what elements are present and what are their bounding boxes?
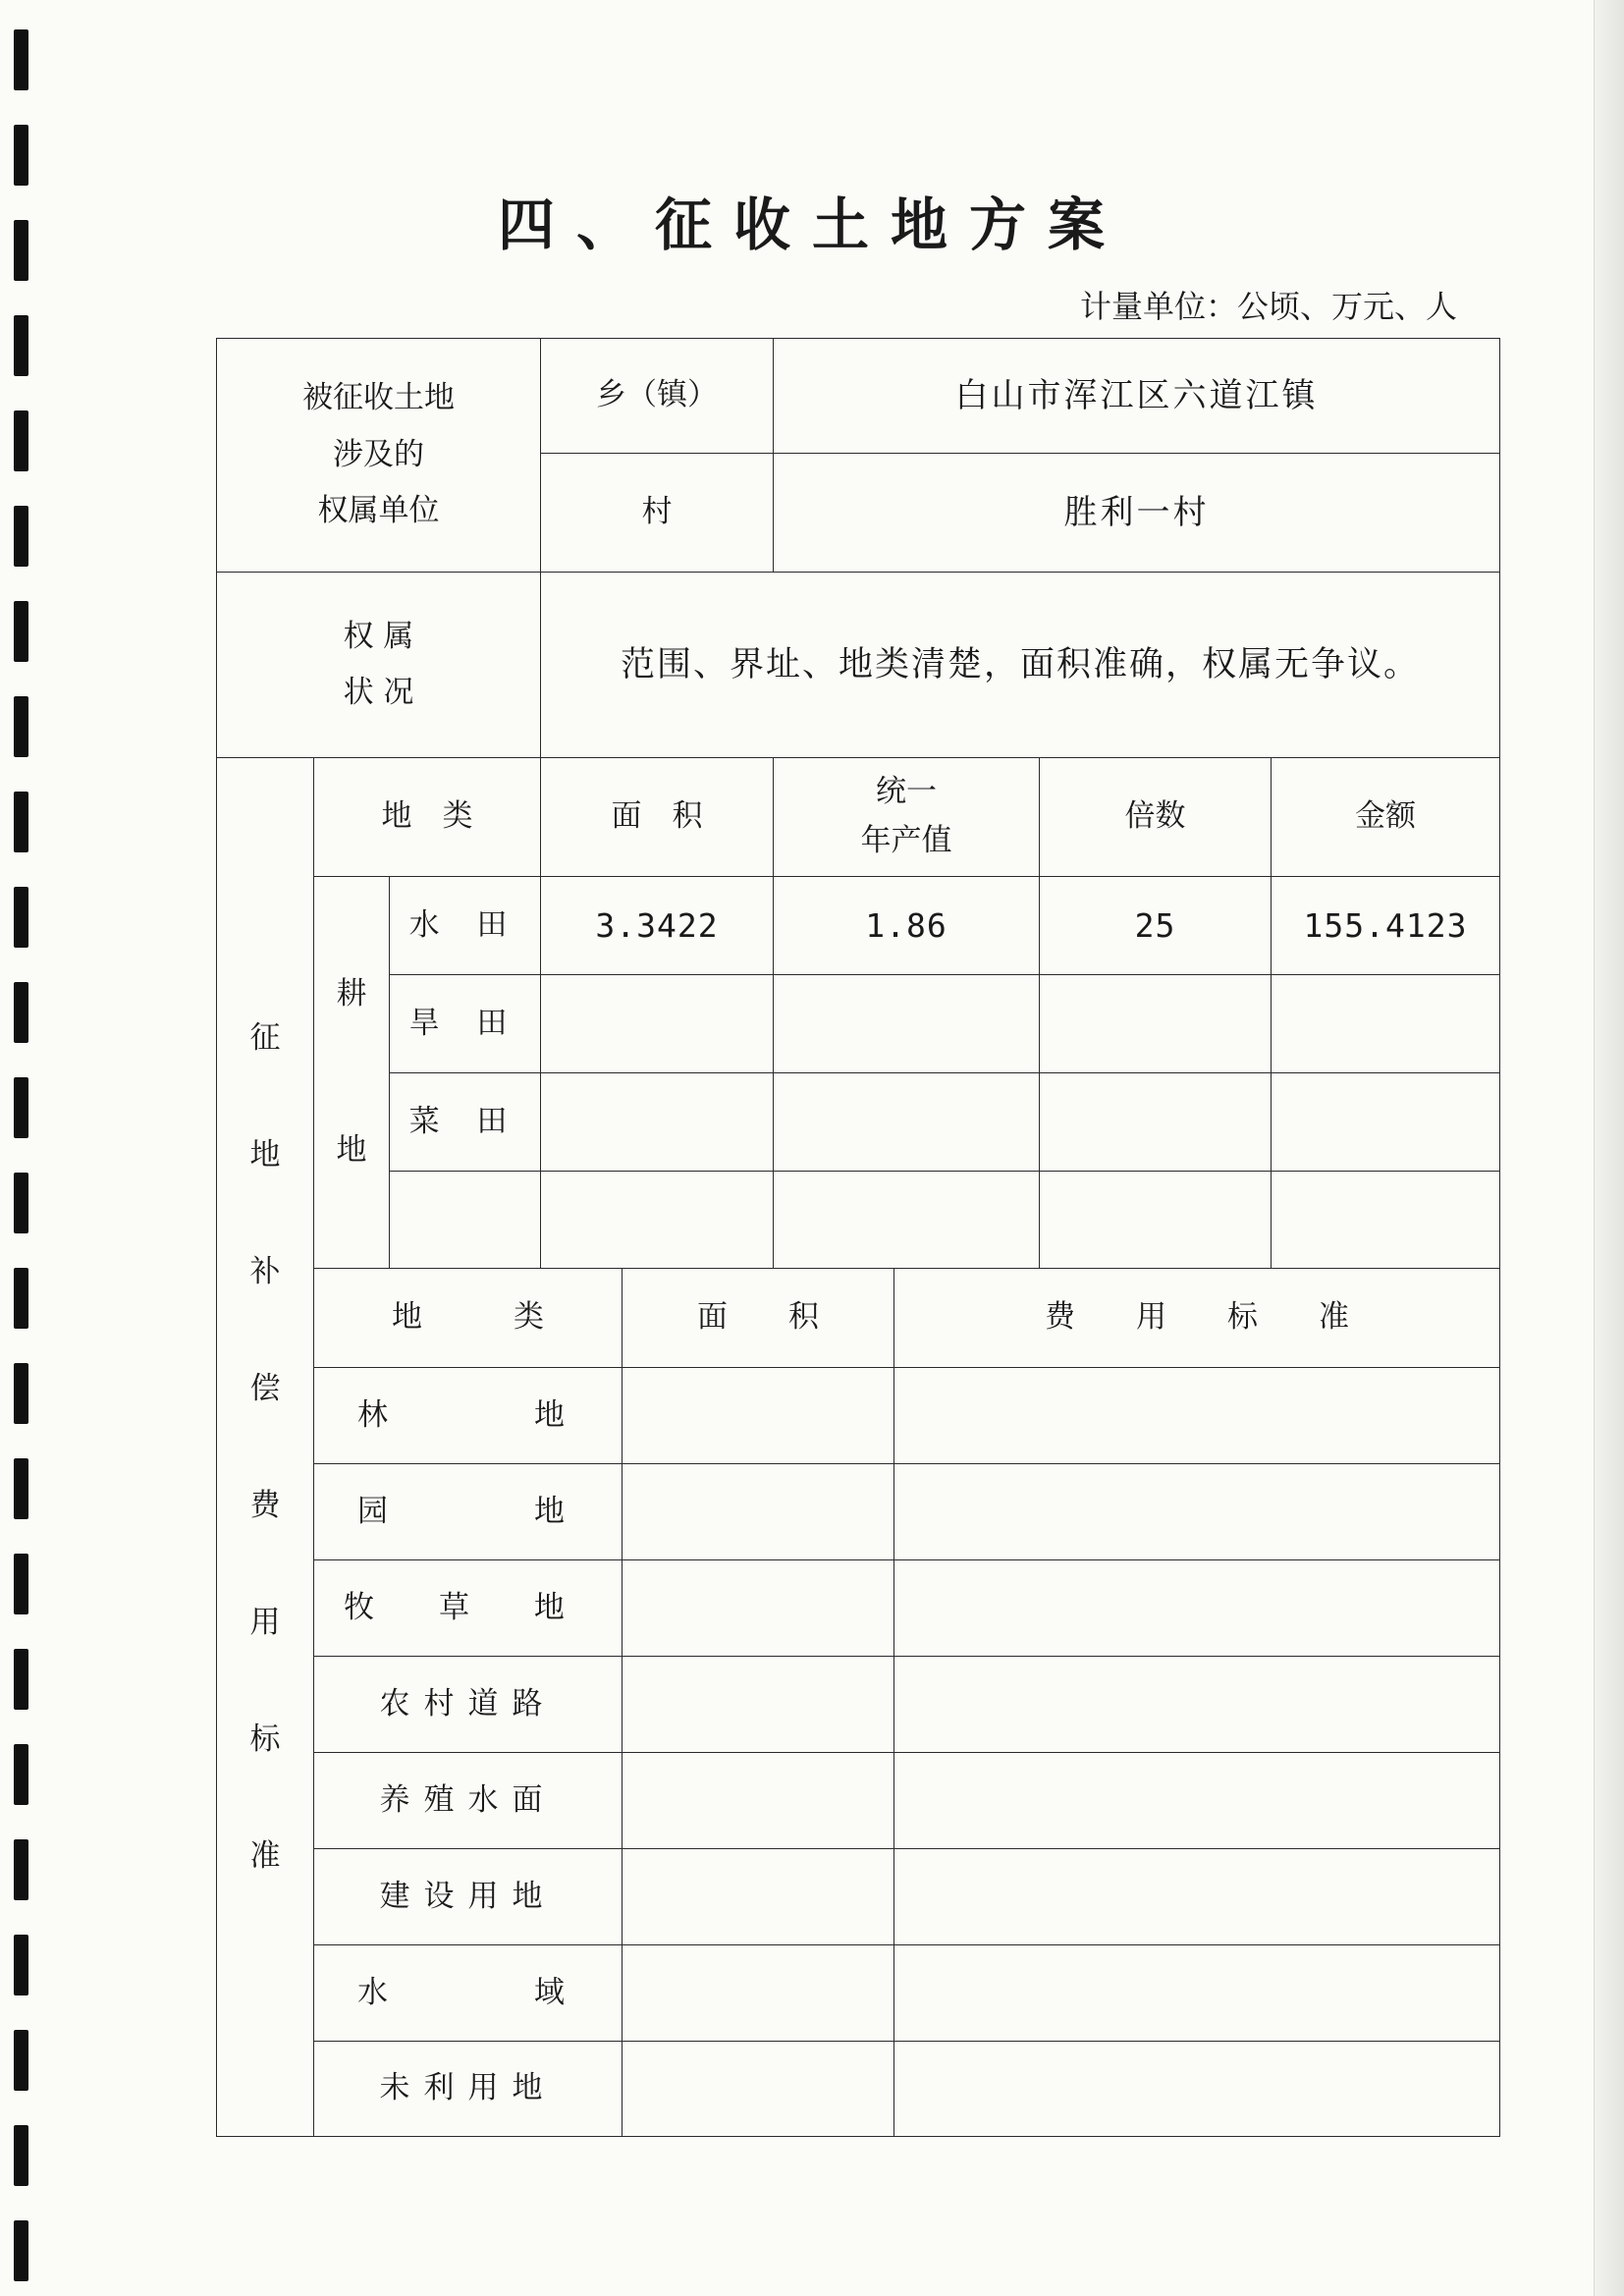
township-value: 白山市浑江区六道江镇: [773, 338, 1500, 454]
binding-hole: [14, 2220, 28, 2281]
cultivated-header-output-line2: 年产值: [860, 823, 952, 858]
cultivated-row-area: [540, 1171, 774, 1269]
cultivated-row-amount: [1271, 1171, 1500, 1269]
cultivated-row-output: 1.86: [773, 876, 1040, 975]
binding-hole: [14, 1554, 28, 1614]
page-edge: [1594, 0, 1624, 2296]
other-row-area: [622, 1752, 894, 1849]
other-row-area: [622, 2041, 894, 2137]
binding-hole: [14, 1363, 28, 1424]
cultivated-row-type: 水 田: [389, 876, 541, 975]
cultivated-row-amount: 155.4123: [1271, 876, 1500, 975]
other-row-type: 林 地: [313, 1367, 623, 1464]
cultivated-row-type: 旱 田: [389, 974, 541, 1073]
other-row-type: 养殖水面: [313, 1752, 623, 1849]
binding-holes: [0, 0, 39, 2296]
unit-note: 计量单位：公顷、万元、人: [1079, 288, 1457, 325]
cultivated-header-output: [773, 757, 1040, 877]
other-header-land-type: 地 类: [313, 1268, 623, 1368]
binding-hole: [14, 1839, 28, 1900]
binding-hole: [14, 1935, 28, 1995]
other-row-area: [622, 1848, 894, 1945]
other-row-type: 农村道路: [313, 1656, 623, 1753]
other-row-area: [622, 1559, 894, 1657]
binding-hole: [14, 315, 28, 376]
village-value: 胜利一村: [773, 453, 1500, 573]
cultivated-header-land-type: 地 类: [313, 757, 541, 877]
other-row-standard: [893, 1752, 1500, 1849]
ownership-units-label: [216, 338, 541, 573]
binding-hole: [14, 2125, 28, 2186]
other-row-area: [622, 1656, 894, 1753]
binding-hole: [14, 2030, 28, 2091]
cultivated-group-label-top: 耕: [336, 975, 367, 1011]
side-char: 征: [249, 1019, 281, 1056]
other-row-type: 园 地: [313, 1463, 623, 1560]
village-label: 村: [540, 453, 774, 573]
other-row-standard: [893, 1463, 1500, 1560]
ownership-units-label-line3: 权属单位: [317, 493, 440, 529]
other-row-area: [622, 1944, 894, 2042]
binding-hole: [14, 696, 28, 757]
other-header-standard: 费 用 标 准: [893, 1268, 1500, 1368]
cultivated-row-area: [540, 1072, 774, 1172]
cultivated-row-multiple: [1039, 1072, 1272, 1172]
township-label: 乡（镇）: [540, 338, 774, 454]
ownership-units-label-line2: 涉及的: [333, 436, 424, 472]
other-row-area: [622, 1367, 894, 1464]
binding-hole: [14, 29, 28, 90]
compensation-side-label: [216, 757, 314, 2137]
other-row-type: 未利用地: [313, 2041, 623, 2137]
binding-hole: [14, 1268, 28, 1329]
cultivated-header-area: 面 积: [540, 757, 774, 877]
cultivated-group-label: [313, 876, 390, 1269]
binding-hole: [14, 125, 28, 186]
binding-hole: [14, 601, 28, 662]
other-header-area: 面 积: [622, 1268, 894, 1368]
side-char: 偿: [249, 1370, 281, 1406]
cultivated-row-output: [773, 974, 1040, 1073]
side-char: 准: [249, 1837, 281, 1874]
binding-hole: [14, 1649, 28, 1710]
binding-hole: [14, 1744, 28, 1805]
binding-hole: [14, 1173, 28, 1233]
binding-hole: [14, 887, 28, 948]
cultivated-row-multiple: [1039, 1171, 1272, 1269]
cultivated-header-output-line1: 统一: [876, 774, 937, 810]
other-row-type: 建设用地: [313, 1848, 623, 1945]
cultivated-row-type: 菜 田: [389, 1072, 541, 1172]
ownership-status-value: 范围、界址、地类清楚，面积准确，权属无争议。: [540, 572, 1500, 758]
cultivated-header-amount: 金额: [1271, 757, 1500, 877]
other-row-standard: [893, 1367, 1500, 1464]
other-row-standard: [893, 1559, 1500, 1657]
other-row-standard: [893, 1848, 1500, 1945]
cultivated-row-area: 3.3422: [540, 876, 774, 975]
binding-hole: [14, 506, 28, 567]
other-row-standard: [893, 1944, 1500, 2042]
side-char: 用: [249, 1604, 281, 1640]
cultivated-header-multiple: 倍数: [1039, 757, 1272, 877]
binding-hole: [14, 410, 28, 471]
other-row-area: [622, 1463, 894, 1560]
binding-hole: [14, 792, 28, 852]
other-row-type: 牧 草 地: [313, 1559, 623, 1657]
other-row-standard: [893, 1656, 1500, 1753]
cultivated-row-multiple: [1039, 974, 1272, 1073]
side-char: 补: [249, 1253, 281, 1289]
binding-hole: [14, 982, 28, 1043]
side-char: 费: [249, 1487, 281, 1523]
ownership-status-label: [216, 572, 541, 758]
other-row-type: 水 域: [313, 1944, 623, 2042]
cultivated-row-multiple: 25: [1039, 876, 1272, 975]
ownership-status-label-line2: 状 况: [343, 675, 414, 710]
cultivated-row-output: [773, 1171, 1040, 1269]
page-title: 四、征收土地方案: [497, 191, 1126, 258]
side-char: 地: [249, 1136, 281, 1173]
cultivated-row-amount: [1271, 974, 1500, 1073]
cultivated-group-label-bottom: 地: [336, 1131, 367, 1168]
ownership-status-label-line1: 权 属: [343, 618, 414, 654]
side-char: 标: [249, 1721, 281, 1757]
other-row-standard: [893, 2041, 1500, 2137]
binding-hole: [14, 1458, 28, 1519]
cultivated-row-area: [540, 974, 774, 1073]
binding-hole: [14, 1077, 28, 1138]
ownership-units-label-line1: 被征收土地: [302, 380, 455, 416]
cultivated-row-amount: [1271, 1072, 1500, 1172]
land-acquisition-table: [216, 338, 1500, 2137]
cultivated-row-output: [773, 1072, 1040, 1172]
cultivated-row-type: [389, 1171, 541, 1269]
